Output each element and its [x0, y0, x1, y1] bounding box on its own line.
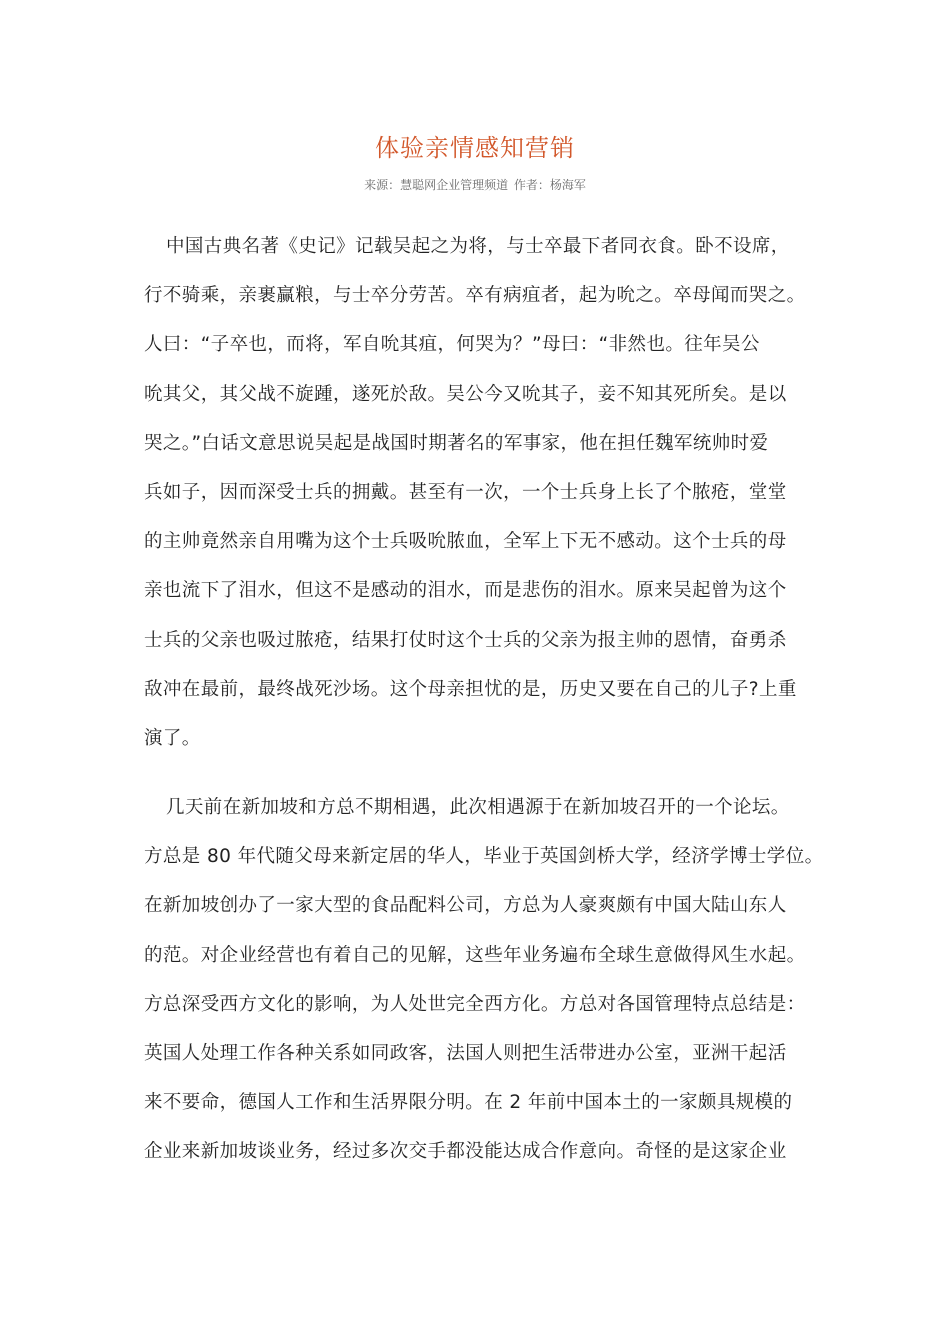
paragraph-line: 方总是 80 年代随父母来新定居的华人，毕业于英国剑桥大学，经济学博士学位。 — [144, 846, 824, 868]
paragraph-line: 在新加坡创办了一家大型的食品配料公司，方总为人豪爽颇有中国大陆山东人 — [144, 895, 787, 917]
source-label: 来源：慧聪网企业管理频道 — [364, 178, 509, 192]
paragraph-line: 英国人处理工作各种关系如同政客，法国人则把生活带进办公室，亚洲干起活 — [144, 1043, 787, 1064]
paragraph-line: 的范。对企业经营也有着自己的见解，这些年业务遍布全球生意做得风生水起。 — [144, 944, 806, 966]
paragraph-line: 人曰：“子卒也，而将，军自吮其疽，何哭为？”母曰：“非然也。往年吴公 — [144, 334, 760, 356]
paragraph-line: 行不骑乘，亲裹赢粮，与士卒分劳苦。卒有病疽者，起为吮之。卒母闻而哭之。 — [144, 285, 806, 307]
paragraph-1 — [144, 227, 812, 768]
paragraph-line: 兵如子，因而深受士兵的拥戴。甚至有一次，一个士兵身上长了个脓疮，堂堂 — [144, 481, 787, 503]
paragraph-2 — [144, 788, 824, 1182]
paragraph-line: 吮其父，其父战不旋踵，遂死於敌。吴公今又吮其子，妾不知其死所矣。是以 — [144, 383, 787, 405]
paragraph-line: 几天前在新加坡和方总不期相遇，此次相遇源于在新加坡召开的一个论坛。 — [166, 797, 790, 819]
article-body — [144, 227, 824, 1182]
paragraph-line: 来不要命，德国人工作和生活界限分明。在 2 年前中国本土的一家颇具规模的 — [144, 1092, 793, 1114]
paragraph-line: 士兵的父亲也吸过脓疮，结果打仗时这个士兵的父亲为报主帅的恩情，奋勇杀 — [144, 629, 787, 651]
paragraph-line: 敌冲在最前，最终战死沙场。这个母亲担忧的是，历史又要在自己的儿子?上重 — [144, 678, 797, 700]
paragraph-line: 亲也流下了泪水，但这不是感动的泪水，而是悲伤的泪水。原来吴起曾为这个 — [144, 580, 787, 602]
paragraph-line: 方总深受西方文化的影响，为人处世完全西方化。方总对各国管理特点总结是： — [144, 993, 806, 1015]
paragraph-line: 中国古典名著《史记》记载吴起之为将，与士卒最下者同衣食。卧不设席， — [166, 236, 790, 257]
paragraph-gap — [144, 768, 812, 788]
paragraph-line: 演了。 — [144, 727, 201, 749]
author-label: 作者：杨海军 — [513, 178, 586, 192]
paragraph-line: 企业来新加坡谈业务，经过多次交手都没能达成合作意向。奇怪的是这家企业 — [144, 1141, 787, 1163]
paragraph-line: 哭之。”白话文意思说吴起是战国时期著名的军事家，他在担任魏军统帅时爱 — [144, 432, 769, 454]
paragraph-line: 的主帅竟然亲自用嘴为这个士兵吸吮脓血，全军上下无不感动。这个士兵的母 — [144, 531, 787, 553]
article-source-line — [0, 176, 950, 194]
article-title: 体验亲情感知营销 — [375, 134, 575, 162]
